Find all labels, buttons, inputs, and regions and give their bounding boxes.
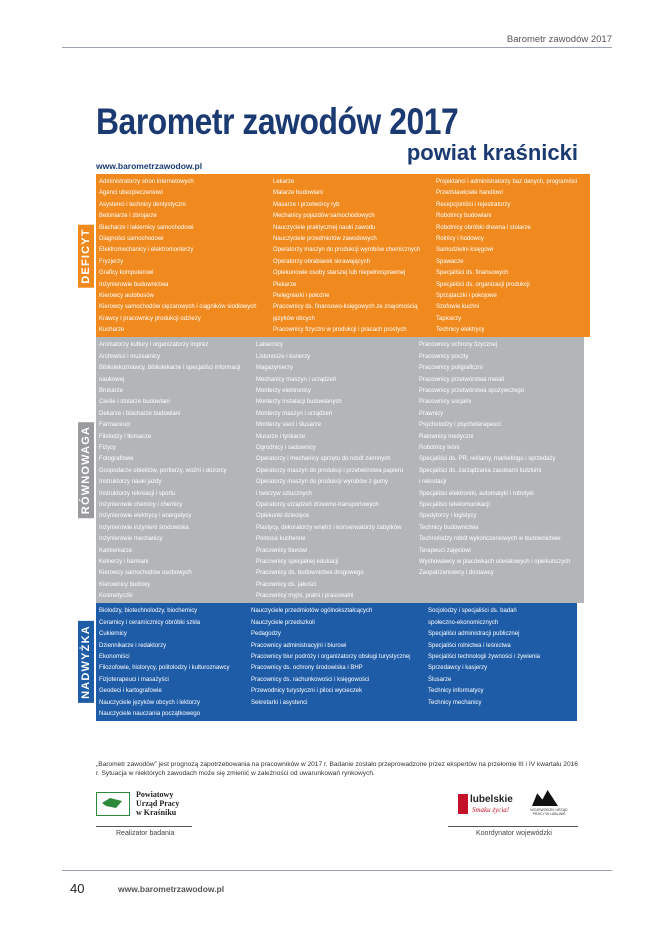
occupation-item: Instruktorzy rekreacji i sportu	[99, 489, 176, 497]
occupations-table	[76, 174, 577, 721]
occupation-item: Blacharze i lakiernicy samochodowi	[99, 223, 194, 231]
occupation-item: Operatorzy obrabiarek skrawających	[273, 257, 371, 265]
occupation-item: Operatorzy maszyn do produkcji wyrobów chemicznych	[273, 246, 421, 254]
occupation-item: Pedagodzy	[251, 630, 282, 638]
occupation-item: Kierownicy budowy	[99, 580, 151, 588]
occupation-item: naukowej	[99, 375, 125, 383]
occupation-item: Fotografowie	[99, 455, 134, 463]
occupation-item: Pracownicy przetwórstwa metali	[418, 375, 504, 383]
lubelskie-logo: lubelskie Smaku życia!	[458, 792, 518, 822]
occupation-item: Opiekunki dziecięce	[255, 512, 309, 520]
occupation-item: Mechanicy maszyn i urządzeń	[255, 375, 336, 383]
occupation-item: Robotnicy obróbki drewna i stolarze	[436, 223, 532, 231]
nadwyzka-col-2	[248, 605, 424, 719]
occupation-item: Ekonomiści	[99, 653, 130, 661]
occupation-item: Animatorzy kultury i organizatorzy imprez	[99, 341, 209, 349]
occupation-item: i rekrutacji	[418, 478, 447, 486]
band-nadwyzka	[76, 603, 577, 721]
nadwyzka-col-1	[96, 605, 248, 719]
occupation-item: Magazynierzy	[255, 364, 293, 372]
footer-rule	[62, 870, 612, 871]
occupation-item: Specjaliści administracji publicznej	[427, 630, 520, 638]
occupation-item: Pracownicy socjalni	[418, 398, 472, 406]
occupation-item: Opiekunowie osoby starszej lub niepełnosprawnej	[273, 269, 406, 277]
occupation-item: Filolodzy i tłumacze	[99, 432, 152, 440]
occupation-item: Monterzy sieci i ślusarze	[255, 421, 321, 429]
occupation-item: Robotnicy leśni	[418, 443, 460, 451]
occupation-item: Cieśle i stolarze budowlani	[99, 398, 170, 406]
occupation-item: Specjaliści ds. PR, reklamy, marketingu i sprzedaży	[418, 455, 556, 463]
occupation-item: Specjaliści ds. finansowych	[436, 269, 509, 277]
occupation-item: Kierowcy samochodów ciężarowych i ciągników siodłowych	[99, 303, 257, 311]
occupation-item: Operatorzy maszyn do produkcji wyrobów z gumy	[255, 478, 388, 486]
occupation-item: Pracownicy poligraficzni	[418, 364, 483, 372]
occupation-item: Ogrodnicy i sadownicy	[255, 443, 316, 451]
occupation-item: Specjaliści ds. organizacji produkcji	[436, 280, 531, 288]
occupation-item: Pracownicy ds. rachunkowości i księgowości	[251, 675, 370, 683]
occupation-item: Sprzątaczki i pokojowe	[436, 291, 498, 299]
occupation-item: Technicy elektrycy	[436, 326, 485, 334]
pup-logo-text: Powiatowy Urząd Pracy w Kraśniku	[136, 790, 180, 817]
occupation-item: Prawnicy	[418, 409, 444, 417]
running-header: Barometr zawodów 2017	[506, 34, 612, 45]
methodology-note: „Barometr zawodów” jest prognozą zapotrzebowania na pracowników w 2017 r. Badanie zostało przeprowadzone przez ekspertów na przełomie III i IV kwartału 2016 r. Sytuacja w niektórych zawodach może się zmienić w zależności od uwarunkowań rynkowych.	[96, 761, 578, 777]
occupation-item: Nauczyciele języków obcych i lektorzy	[99, 698, 201, 706]
right-logo-caption: Koordynator wojewódzki	[476, 830, 552, 837]
nadwyzka-col-3	[425, 605, 577, 719]
occupation-item: Farmaceuci	[99, 421, 131, 429]
occupation-item: Filozofowie, historycy, politolodzy i kulturoznawcy	[99, 664, 230, 672]
occupation-item: Instruktorzy nauki jazdy	[99, 478, 162, 486]
deficyt-col-3	[433, 176, 590, 335]
occupation-item: Ślusarze	[427, 675, 451, 683]
occupation-item: Pracownicy biur podróży i organizatorzy obsługi turystycznej	[251, 653, 411, 661]
occupation-item: Samodzielni księgowi	[436, 246, 494, 254]
occupation-item	[428, 708, 565, 719]
occupation-item: Pracownicy ochrony fizycznej	[418, 341, 497, 349]
occupation-item: Tapicerzy	[436, 314, 462, 322]
occupation-item: Specjaliści technologii żywności i żywienia	[427, 653, 540, 661]
occupation-item: Murarze i tynkarze	[255, 432, 305, 440]
occupation-item: Inżynierowie mechanicy	[99, 535, 163, 543]
footer-website-link[interactable]: www.barometrzawodow.pl	[118, 884, 225, 894]
occupation-item: Pracownicy ds. budownictwa drogowego	[255, 569, 364, 577]
right-caption-rule	[448, 826, 578, 827]
occupation-item: Nauczyciele przedszkoli	[251, 618, 316, 626]
band-rownowaga	[76, 337, 577, 603]
occupation-item: Nauczyciele przedmiotów zawodowych	[273, 234, 377, 242]
occupation-item: Inżynierowie chemicy i chemicy	[99, 500, 183, 508]
wup-lublin-logo: WOJEWÓDZKI URZĄD PRACY W LUBLINIE	[526, 788, 572, 820]
occupation-item: Technicy mechanicy	[427, 698, 482, 706]
lubelskie-mark-icon	[458, 794, 468, 814]
rownowaga-col-1	[96, 339, 253, 601]
occupation-item: Biolodzy, biotechnolodzy, biochemicy	[99, 607, 198, 615]
occupation-item: Operatorzy i mechanicy sprzętu do robót ziemnych	[255, 455, 391, 463]
occupation-item: Lakiernicy	[255, 341, 283, 349]
occupation-item: Sekretarki i asystenci	[251, 698, 308, 706]
band-label-deficyt: DEFICYT	[76, 174, 96, 337]
header-rule	[62, 47, 612, 48]
occupation-item: Pracownicy myjni, pralni i prasowalni	[255, 592, 354, 600]
occupation-item: Technolodzy robót wykończeniowych w budownictwie	[418, 535, 561, 543]
occupation-item: Graficy komputerowi	[99, 269, 154, 277]
deficyt-col-2	[270, 176, 433, 335]
occupation-item: Agenci ubezpieczeniowi	[99, 189, 163, 197]
occupation-item: Masarze i przetwórcy ryb	[273, 200, 340, 208]
occupation-item: Monterzy maszyn i urządzeń	[255, 409, 332, 417]
occupation-item: Operatorzy urządzeń drzewno-transportowych	[255, 500, 379, 508]
occupation-item: Kamieniarze	[99, 546, 133, 554]
occupation-item: Fizycy	[99, 443, 116, 451]
occupation-item: Pracownicy specjalnej edukacji	[255, 557, 339, 565]
occupation-item: Specjaliści rolnictwa i leśnictwa	[427, 641, 511, 649]
occupation-item: Inżynierowie elektrycy i energetycy	[99, 512, 192, 520]
occupation-item: Szefowie kuchni	[436, 303, 480, 311]
occupation-item: społeczno-ekonomicznych	[427, 618, 498, 626]
occupation-item	[251, 708, 411, 719]
occupation-item: Geodeci i kartografowie	[99, 687, 162, 695]
occupation-item: Pracownicy przetwórstwa spożywczego	[418, 387, 524, 395]
left-logo-caption: Realizator badania	[116, 830, 175, 837]
occupation-item: Dekarze i blacharze budowlani	[99, 409, 181, 417]
occupation-item: Archiwiści i muzealnicy	[99, 352, 161, 360]
occupation-item: Specjaliści elektroniki, automatyki i robotyki	[418, 489, 534, 497]
page-title: Barometr zawodów 2017	[96, 101, 459, 142]
occupation-item: Listonosze i kurierzy	[255, 352, 310, 360]
occupation-item: Fizjoterapeuci i masażyści	[99, 675, 169, 683]
left-caption-rule	[96, 826, 192, 827]
occupation-item: Psycholodzy i psychoterapeuci	[418, 421, 501, 429]
occupation-item: Plastycy, dekoratorzy wnętrz i konserwatorzy zabytków	[255, 523, 402, 531]
occupation-item: Technicy budownictwa	[418, 523, 479, 531]
occupation-item: Ratownicy medyczni	[418, 432, 474, 440]
occupation-item: Terapeuci zajęciowi	[418, 546, 471, 554]
pup-emblem-icon	[96, 792, 130, 816]
occupation-item: Specjaliści telekomunikacji	[418, 500, 490, 508]
occupation-item: Administratorzy stron internetowych	[99, 178, 194, 185]
occupation-item: Pracownicy administracyjni i biurowi	[251, 641, 347, 649]
occupation-item: Krawcy i pracownicy produkcji odzieży	[99, 314, 201, 322]
occupation-item: Pracownicy ds. finansowo-księgowych ze znajomością	[273, 303, 418, 311]
occupation-item: Kosmetyczki	[99, 592, 133, 600]
occupation-item: Betoniarze i zbrojarze	[99, 212, 157, 220]
occupation-item: Wychowawcy w placówkach oświatowych i opiekuńczych	[418, 557, 571, 565]
rownowaga-col-3	[416, 339, 584, 601]
occupation-item: Diagności samochodowi	[99, 234, 164, 242]
occupation-item: Monterzy elektronicy	[255, 387, 311, 395]
occupation-item: Pracownicy ds. ochrony środowiska i BHP	[251, 664, 363, 672]
page-subtitle: powiat kraśnicki	[406, 140, 578, 165]
occupation-item: Spawacze	[436, 257, 464, 265]
occupation-item: Ceramicy i ceramicznicy obróbki szkła	[99, 618, 201, 626]
occupation-item: Sprzedawcy i kasjerzy	[427, 664, 487, 672]
occupation-item: Bibliotekoznawcy, bibliotekarze i specjaliści informacji	[99, 364, 241, 372]
occupation-item: Recepcjoniści i rejestratorzy	[436, 200, 511, 208]
occupation-item: Specjaliści ds. zarządzania zasobami ludzkimi	[418, 466, 542, 474]
occupation-item: języków obcych	[273, 314, 316, 322]
occupation-item: Pracownicy poczty	[418, 352, 469, 360]
occupation-item: Nauczyciele nauczania początkowego	[99, 709, 201, 717]
occupation-item: Dziennikarze i redaktorzy	[99, 641, 167, 649]
occupation-item: Kelnerzy i barmani	[99, 557, 149, 565]
occupation-item: Pracownicy ds. jakości	[255, 580, 316, 588]
occupation-item: Operatorzy maszyn do produkcji i przetwórstwa papieru	[255, 466, 404, 474]
wup-emblem-icon	[532, 790, 558, 806]
occupation-item: Kierowcy autobusów	[99, 291, 154, 299]
occupation-item: Brukarze	[99, 387, 123, 395]
occupation-item: Inżynierowie inżynierii środowiska	[99, 523, 189, 531]
occupation-item: Socjolodzy i specjaliści ds. badań	[427, 607, 517, 615]
occupation-item: Fryzjerzy	[99, 257, 124, 265]
band-deficyt	[76, 174, 577, 337]
occupation-item: Rolnicy i hodowcy	[436, 234, 485, 242]
occupation-item: Cukiernicy	[99, 630, 127, 638]
occupation-item: Zaopatrzeniowcy i dostawcy	[418, 569, 494, 577]
occupation-item	[419, 579, 571, 590]
occupation-item: Monterzy instalacji budowlanych	[255, 398, 342, 406]
occupation-item: Asystenci i technicy dentystyczni	[99, 200, 186, 208]
occupation-item: Pracownicy biurowi	[255, 546, 307, 554]
occupation-item: Przewodnicy turystyczni i piloci wycieczek	[251, 687, 363, 695]
website-link[interactable]: www.barometrzawodow.pl	[96, 161, 203, 171]
occupation-item: Elektromechanicy i elektromonterzy	[99, 246, 194, 254]
occupation-item: Lekarze	[273, 178, 295, 185]
occupation-item: Malarze budowlani	[273, 189, 324, 197]
occupation-item: Kierowcy samochodów osobowych	[99, 569, 192, 577]
occupation-item: i tworzyw sztucznych	[255, 489, 312, 497]
occupation-item: Robotnicy budowlani	[436, 212, 492, 220]
occupation-item: Technicy informatycy	[427, 687, 484, 695]
page-number: 40	[70, 881, 85, 896]
occupation-item: Mechanicy pojazdów samochodowych	[273, 212, 375, 220]
deficyt-col-1	[96, 176, 270, 335]
occupation-item	[419, 590, 571, 601]
band-label-nadwyzka: NADWYŻKA	[76, 603, 96, 721]
occupation-item: Kucharze	[99, 326, 125, 334]
occupation-item: Projektanci i administratorzy baz danych, programiści	[436, 178, 578, 185]
occupation-item: Spedytorzy i logistycy	[418, 512, 477, 520]
occupation-item: Pracownicy fizyczni w produkcji i pracach prostych	[273, 326, 407, 334]
rownowaga-col-2	[253, 339, 416, 601]
occupation-item: Inżynierowie budownictwa	[99, 280, 169, 288]
occupation-item: Nauczyciele praktycznej nauki zawodu	[273, 223, 376, 231]
pup-krasnik-logo	[96, 788, 192, 822]
occupation-item: Przedstawiciele handlowi	[436, 189, 504, 197]
band-label-rownowaga: RÓWNOWAGA	[76, 337, 96, 603]
occupation-item: Pielęgniarki i położne	[273, 291, 330, 299]
occupation-item: Pomoce kuchenne	[255, 535, 306, 543]
occupation-item: Nauczyciele przedmiotów ogólnokształcących	[251, 607, 373, 615]
occupation-item: Piekarze	[273, 280, 297, 288]
occupation-item: Gospodarze obiektów, portierzy, woźni i dozorcy	[99, 466, 227, 474]
